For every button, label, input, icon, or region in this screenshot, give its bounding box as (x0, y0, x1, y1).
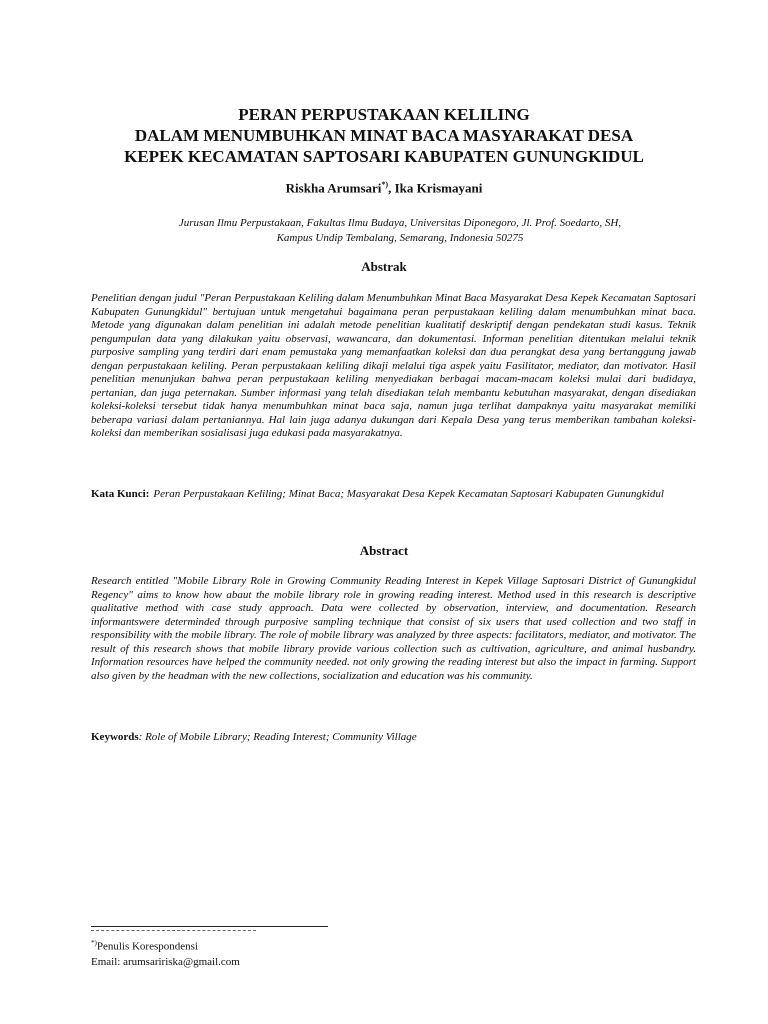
affiliation-line-1: Jurusan Ilmu Perpustakaan, Fakultas Ilmu Budaya, Universitas Diponegoro, Jl. Prof. Soedarto, SH, (178, 217, 622, 229)
abstrak-heading: Abstrak (361, 259, 407, 274)
footnote-rule (91, 926, 328, 927)
author-2: , Ika Krismayani (388, 180, 483, 196)
title-line-3: KEPEK KECAMATAN SAPTOSARI KABUPATEN GUNUNGKIDUL (124, 147, 644, 166)
keywords-text: : Role of Mobile Library; Reading Interest; Community Village (138, 731, 417, 743)
footnote-line-1 (91, 936, 240, 955)
author-1: Riskha Arumsari (285, 180, 382, 196)
footnote-mark: *) (91, 939, 97, 947)
footnote-email: Email: arumsaririska@gmail.com (91, 955, 240, 968)
corresponding-mark: *) (381, 180, 389, 189)
kata-kunci-text: Peran Perpustakaan Keliling; Minat Baca; Masyarakat Desa Kepek Kecamatan Saptosari Kabupaten Gunungkidul (153, 488, 664, 500)
abstrak-text: Penelitian dengan judul "Peran Perpustakaan Keliling dalam Menumbuhkan Minat Baca Masyarakat Desa Kepek Kecamatan Saptosari Kabupaten Gunungkidul" bertujuan untuk mengetahui bagaimana peran perpustakaan keliling dalam menumbuhkan minat baca. Metode yang digunakan dalam penelitian ini adalah metode penelitian kualitatif deskriptif dengan pendekatan studi kasus. Teknik pengumpulan data yang dilakukan yaitu observasi, wawancara, dan dokumentasi. Informan penelitian ditentukan melalui teknik purposive sampling yang terdiri dari enam pemustaka yang memanfaatkan koleksi dan dua perangkat desa yang bertanggung jawab dengan perpustakaan keliling. Peran perpustakaan keliling dikaji melalui tiga aspek yaitu Fasilitator, mediator, dan motivator. Hasil penelitian menunjukan bahwa peran perpustakaan keliling menyediakan berbagai macam-macam koleksi mulai dari budidaya, pertanian, dan juga peternakan. Sumber informasi yang telah disediakan telah membantu kebutuhan masyarakat, dengan disediakan koleksi-koleksi tersebut tidak hanya menumbuhkan minat baca saja, namun juga terlihat dampaknya yaitu masyarakat memiliki beberapa variasi dalam pertaniannya. Hal lain juga adanya dukungan dari Kepala Desa yang terus memberikan tambahan koleksi-koleksi dan memberikan sosialisasi juga edukasi pada masyarakatnya. (91, 292, 696, 439)
abstract-text: Research entitled "Mobile Library Role in Growing Community Reading Interest in Kepek Village Saptosari District of Gunungkidul Regency" aims to know how abaut the mobile library role in growing reading interest. Method used in this research is descriptive qualitative method with case study approach. Data were collected by observation, interview, and documentation. Research informantswere determinded through purposive sampling technique that consist of six users that used collection and two staff in responsibility with the mobile library. The role of mobile library was analyzed by three aspects: facilitators, mediator, and motivator. The result of this research shows that mobile library provide various collection such as cultivation, agriculture, and animal husbandry. Information resources have helped the community needed. not only growing the reading interest but also the impact in farming. Support also given by the headman with the new collections, socialization and education was his community. (91, 575, 696, 682)
authors (0, 180, 768, 196)
affiliation (120, 216, 680, 246)
title-line-2: DALAM MENUMBUHKAN MINAT BACA MASYARAKAT DESA (134, 126, 634, 145)
kata-kunci-label: Kata Kunci: (91, 488, 150, 500)
title-line-1: PERAN PERPUSTAKAAN KELILING (238, 105, 530, 124)
affiliation-line-2: Kampus Undip Tembalang, Semarang, Indonesia 50275 (276, 232, 524, 244)
footnote-rule-dashed (91, 930, 256, 931)
keywords (91, 730, 696, 744)
paper-title (60, 104, 708, 167)
keywords-label: Keywords (91, 731, 139, 743)
footnote (91, 936, 240, 970)
abstract-heading: Abstract (359, 543, 409, 558)
kata-kunci (91, 487, 696, 501)
footnote-label: Penulis Korespondensi (96, 940, 198, 953)
